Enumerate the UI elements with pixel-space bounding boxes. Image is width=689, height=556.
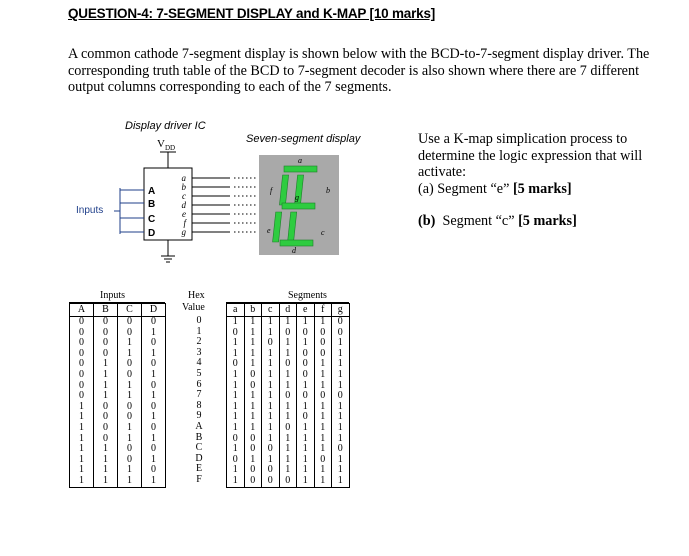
segment-cell: 1 (332, 412, 350, 423)
input-cell: 0 (118, 370, 142, 381)
segment-cell: 1 (227, 444, 245, 455)
segment-cell: 0 (297, 391, 315, 402)
pin-label: B (148, 199, 156, 210)
segment-cell: 1 (314, 476, 332, 487)
segment-cell: 0 (297, 349, 315, 360)
table-row (179, 316, 219, 327)
segment-cell: 1 (227, 317, 245, 328)
segment-col-header: c (262, 304, 280, 317)
segment-cell: 1 (244, 317, 262, 328)
segment-cell: 1 (227, 381, 245, 392)
part-b-label: (b) (418, 213, 436, 229)
segment-col-header-row (227, 304, 350, 317)
table-row (179, 475, 219, 486)
pin-label: A (148, 186, 156, 197)
segment-cell: 1 (332, 338, 350, 349)
table-row (227, 317, 350, 328)
segment-cell: 1 (279, 412, 297, 423)
hex-cell: F (196, 473, 202, 485)
input-cell: 0 (142, 465, 166, 476)
table-row (227, 476, 350, 487)
input-cell: 0 (118, 317, 142, 328)
segment-cell: 1 (262, 402, 280, 413)
input-cell: 1 (118, 349, 142, 360)
hex-cell: 8 (196, 399, 202, 411)
part-a-marks: [5 marks] (512, 180, 572, 197)
hex-header: Hex (188, 290, 205, 301)
segment-cell: 1 (262, 455, 280, 466)
out-pin-label: d (181, 200, 186, 210)
hex-cell: C (195, 442, 203, 454)
table-row (70, 370, 166, 381)
input-cell: 0 (94, 434, 118, 445)
segment-cell: 1 (314, 402, 332, 413)
segment-cell: 1 (244, 391, 262, 402)
input-cell: 1 (94, 359, 118, 370)
segment-cell: 1 (244, 455, 262, 466)
segment-cell: 0 (279, 476, 297, 487)
input-cell: 1 (70, 402, 94, 413)
input-cell: 1 (94, 391, 118, 402)
input-cell: 0 (94, 423, 118, 434)
segment-cell: 0 (279, 328, 297, 339)
segment-cell: 0 (279, 359, 297, 370)
segment-cell: 0 (227, 359, 245, 370)
seg-label-b: b (326, 186, 330, 195)
input-cell: 1 (118, 381, 142, 392)
segment-g (282, 203, 315, 209)
segment-cell: 0 (262, 444, 280, 455)
segment-cell: 1 (279, 317, 297, 328)
pin-label: C (148, 214, 156, 225)
segment-cell: 1 (262, 359, 280, 370)
segment-cell: 1 (262, 381, 280, 392)
input-cell: 0 (70, 349, 94, 360)
segment-cell: 0 (244, 444, 262, 455)
input-cell: 1 (142, 412, 166, 423)
input-cell: 1 (118, 391, 142, 402)
input-cell: 0 (94, 412, 118, 423)
segment-cell: 1 (244, 338, 262, 349)
segment-cell: 1 (227, 423, 245, 434)
out-pin-label: a (181, 173, 186, 183)
segment-cell: 1 (332, 465, 350, 476)
segment-cell: 0 (332, 328, 350, 339)
vdd-sub: DD (164, 144, 176, 153)
hex-cell: 6 (196, 378, 202, 390)
segment-cell: 1 (279, 370, 297, 381)
segment-cell: 1 (297, 455, 315, 466)
segment-cell: 1 (279, 338, 297, 349)
segment-cell: 0 (314, 455, 332, 466)
segment-cell: 0 (314, 338, 332, 349)
segments-header: Segments (288, 290, 327, 301)
segment-cell: 1 (297, 476, 315, 487)
segment-cell: 0 (314, 328, 332, 339)
segment-cell: 0 (262, 465, 280, 476)
segment-cell: 1 (297, 434, 315, 445)
segment-cell: 0 (262, 338, 280, 349)
segment-cell: 1 (262, 412, 280, 423)
segment-cell: 1 (332, 381, 350, 392)
segment-cell: 1 (227, 349, 245, 360)
vdd-text: V (157, 138, 165, 150)
part-b-text: Segment “c” (442, 213, 515, 229)
driver-ic-label: Display driver IC (125, 120, 206, 132)
segment-cell: 0 (244, 476, 262, 487)
segment-cell: 1 (262, 328, 280, 339)
table-row (70, 423, 166, 434)
seg-label-e: e (267, 226, 271, 235)
truth-table-hex (179, 316, 219, 486)
segment-cell: 0 (227, 434, 245, 445)
segment-cell: 0 (332, 391, 350, 402)
segment-cell: 1 (227, 465, 245, 476)
segment-cell: 1 (279, 455, 297, 466)
input-cell: 0 (142, 338, 166, 349)
input-cell: 1 (94, 370, 118, 381)
seg-label-d: d (292, 246, 296, 255)
input-cell: 1 (142, 349, 166, 360)
input-cell: 0 (94, 349, 118, 360)
segment-cell: 1 (244, 412, 262, 423)
out-pin-label: b (181, 182, 186, 192)
segment-cell: 1 (314, 412, 332, 423)
segment-cell: 1 (279, 381, 297, 392)
segment-col-header: d (279, 304, 297, 317)
segment-cell: 1 (332, 370, 350, 381)
input-cell: 0 (94, 402, 118, 413)
hex-header-2: Value (182, 302, 205, 313)
segment-cell: 1 (262, 317, 280, 328)
out-pin-label: f (183, 218, 186, 228)
hex-cell: 4 (196, 357, 202, 369)
input-cell: 1 (118, 465, 142, 476)
segment-cell: 0 (227, 328, 245, 339)
input-cell: 0 (118, 328, 142, 339)
segment-cell: 1 (297, 444, 315, 455)
segment-cell: 1 (297, 317, 315, 328)
table-row (227, 370, 350, 381)
segment-cell: 1 (314, 434, 332, 445)
segment-cell: 1 (279, 465, 297, 476)
segment-cell: 1 (227, 412, 245, 423)
segment-cell: 1 (332, 423, 350, 434)
table-row (179, 422, 219, 433)
segment-cell: 1 (262, 423, 280, 434)
segment-cell: 1 (227, 338, 245, 349)
segment-col-header: e (297, 304, 315, 317)
segment-cell: 1 (332, 455, 350, 466)
segment-cell: 0 (314, 349, 332, 360)
input-cell: 1 (142, 434, 166, 445)
part-a-label: (a) Segment “e” (418, 180, 510, 197)
segment-cell: 1 (262, 434, 280, 445)
input-cell: 0 (70, 328, 94, 339)
input-col-header: D (142, 304, 166, 317)
input-cell: 1 (142, 370, 166, 381)
hex-cell: 7 (196, 389, 202, 401)
input-cell: 1 (118, 434, 142, 445)
hex-cell: 0 (196, 315, 202, 326)
segment-cell: 0 (297, 412, 315, 423)
display-label: Seven-segment display (246, 133, 361, 145)
input-cell: 1 (94, 381, 118, 392)
segment-cell: 1 (314, 317, 332, 328)
segment-col-header: b (244, 304, 262, 317)
hex-cell: A (195, 420, 203, 432)
input-cell: 0 (142, 359, 166, 370)
truth-table-inputs (69, 303, 166, 488)
input-cell: 0 (142, 381, 166, 392)
segment-cell: 0 (279, 391, 297, 402)
segment-cell: 0 (279, 423, 297, 434)
input-col-header: A (70, 304, 94, 317)
input-cell: 0 (142, 317, 166, 328)
segment-col-header: g (332, 304, 350, 317)
segment-cell: 1 (297, 465, 315, 476)
out-pin-label: g (181, 227, 186, 237)
segment-cell: 1 (297, 381, 315, 392)
output-dotted-wires (234, 178, 256, 232)
truth-table-segments (226, 303, 350, 488)
segment-cell: 0 (297, 328, 315, 339)
segment-cell: 1 (244, 328, 262, 339)
seg-label-a: a (298, 156, 302, 165)
input-cell: 1 (142, 391, 166, 402)
input-cell: 1 (70, 455, 94, 466)
input-cell: 0 (118, 359, 142, 370)
inputs-label: Inputs (76, 205, 104, 216)
segment-cell: 0 (332, 317, 350, 328)
input-cell: 0 (142, 444, 166, 455)
input-cell: 0 (70, 359, 94, 370)
task-instruction: Use a K-map simplication process to determine the logic expression that will activate: (418, 131, 643, 180)
segment-cell: 0 (244, 465, 262, 476)
segment-cell: 1 (227, 391, 245, 402)
segment-col-header: a (227, 304, 245, 317)
input-cell: 1 (142, 455, 166, 466)
seg-label-c: c (321, 228, 325, 237)
question-intro: A common cathode 7-segment display is shown below with the BCD-to-7-segment display driver. The corresponding truth table of the BCD to 7-segment decoder is also shown where there are 7 different output columns corresponding to each of the 7 segments. (68, 46, 650, 95)
segment-cell: 1 (262, 370, 280, 381)
input-cell: 1 (70, 444, 94, 455)
hex-cell: 3 (196, 346, 202, 358)
input-cell: 1 (118, 476, 142, 487)
segment-cell: 1 (244, 349, 262, 360)
segment-cell: 1 (262, 391, 280, 402)
input-cell: 0 (94, 328, 118, 339)
input-cell: 1 (142, 328, 166, 339)
segment-col-header: f (314, 304, 332, 317)
table-row (70, 317, 166, 328)
input-cell: 1 (94, 455, 118, 466)
input-cell: 1 (118, 338, 142, 349)
segment-cell: 0 (244, 381, 262, 392)
part-b-marks: [5 marks] (518, 213, 577, 229)
segment-cell: 1 (314, 465, 332, 476)
input-cell: 0 (118, 402, 142, 413)
segment-cell: 1 (279, 349, 297, 360)
input-cell: 1 (94, 444, 118, 455)
segment-cell: 1 (332, 434, 350, 445)
input-cell: 0 (70, 317, 94, 328)
pin-label: D (148, 228, 156, 239)
input-cell: 1 (94, 465, 118, 476)
hex-cell: 1 (196, 325, 202, 337)
segment-cell: 1 (279, 444, 297, 455)
out-pin-label: e (182, 209, 186, 219)
input-cell: 1 (118, 423, 142, 434)
segment-cell: 1 (314, 370, 332, 381)
hex-cell: B (195, 431, 203, 443)
segment-cell: 1 (314, 423, 332, 434)
segment-cell: 0 (297, 370, 315, 381)
input-cell: 1 (142, 476, 166, 487)
output-wires (192, 178, 230, 232)
hex-cell: 5 (196, 367, 202, 379)
segment-cell: 1 (244, 359, 262, 370)
input-cell: 0 (70, 381, 94, 392)
input-cell: 1 (70, 412, 94, 423)
input-cell: 0 (94, 317, 118, 328)
segment-cell: 1 (314, 381, 332, 392)
hex-cell: D (195, 452, 203, 464)
segment-cell: 0 (244, 434, 262, 445)
segment-cell: 0 (244, 370, 262, 381)
input-lines (120, 190, 144, 232)
input-cell: 0 (94, 338, 118, 349)
input-cell: 0 (118, 444, 142, 455)
input-cell: 1 (70, 434, 94, 445)
input-col-header: B (94, 304, 118, 317)
segment-cell: 1 (227, 402, 245, 413)
segment-cell: 1 (244, 423, 262, 434)
segment-cell: 1 (262, 349, 280, 360)
segment-cell: 1 (332, 476, 350, 487)
input-cell: 0 (70, 338, 94, 349)
question-title: QUESTION-4: 7-SEGMENT DISPLAY and K-MAP [10 marks] (68, 6, 436, 21)
segment-cell: 0 (297, 359, 315, 370)
table-row (70, 476, 166, 487)
input-cell: 0 (70, 391, 94, 402)
input-col-header: C (118, 304, 142, 317)
segment-cell: 1 (332, 349, 350, 360)
segment-a (284, 166, 317, 172)
inputs-header: Inputs (100, 290, 125, 301)
segment-cell: 1 (279, 402, 297, 413)
segment-cell: 0 (262, 476, 280, 487)
seg-label-g: g (295, 193, 299, 202)
inputs-col-header-row (70, 304, 166, 317)
segment-cell: 1 (297, 423, 315, 434)
seg-label-f: f (270, 186, 273, 195)
segment-cell: 1 (314, 359, 332, 370)
segment-cell: 0 (314, 391, 332, 402)
segment-cell: 1 (227, 370, 245, 381)
segment-cell: 0 (227, 455, 245, 466)
segment-d (280, 240, 313, 246)
input-cell: 0 (142, 402, 166, 413)
segment-cell: 1 (314, 444, 332, 455)
table-row (227, 423, 350, 434)
input-cell: 1 (70, 423, 94, 434)
segment-cell: 1 (332, 359, 350, 370)
segment-cell: 1 (279, 434, 297, 445)
input-cell: 1 (94, 476, 118, 487)
segment-cell: 1 (332, 402, 350, 413)
input-cell: 0 (70, 370, 94, 381)
input-cell: 0 (118, 412, 142, 423)
hex-cell: 2 (196, 336, 202, 348)
table-row (179, 369, 219, 380)
input-cell: 1 (70, 476, 94, 487)
hex-cell: E (195, 463, 203, 475)
segment-cell: 0 (332, 444, 350, 455)
segment-cell: 1 (297, 338, 315, 349)
segment-cell: 1 (227, 476, 245, 487)
input-cell: 0 (142, 423, 166, 434)
hex-cell: 9 (196, 410, 202, 422)
input-cell: 0 (118, 455, 142, 466)
segment-cell: 1 (297, 402, 315, 413)
out-pin-label: c (182, 191, 186, 201)
segment-cell: 1 (244, 402, 262, 413)
input-cell: 1 (70, 465, 94, 476)
